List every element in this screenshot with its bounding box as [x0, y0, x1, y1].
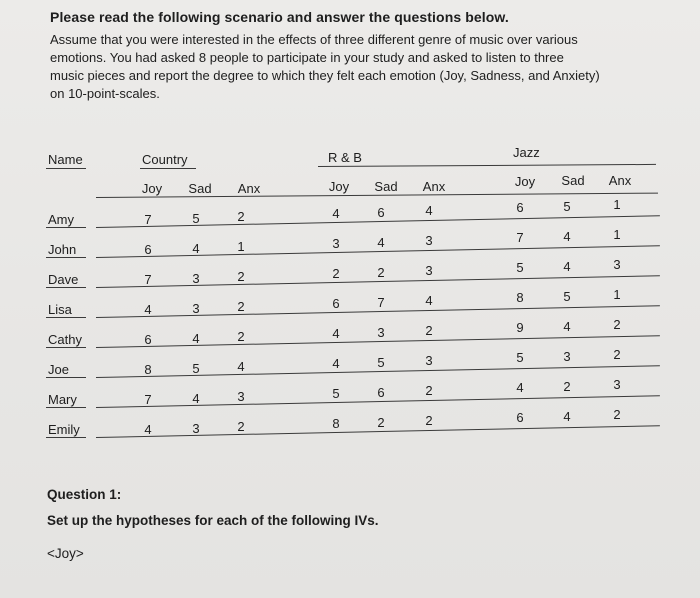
- table-cell: 4: [192, 240, 200, 256]
- row-name: John: [48, 242, 77, 257]
- table-cell: 3: [332, 236, 340, 252]
- row-name: Cathy: [48, 332, 82, 347]
- table-cell: 2: [237, 329, 245, 345]
- row-name: Dave: [48, 272, 79, 287]
- iv-label: <Joy>: [47, 546, 84, 561]
- page-heading: Please read the following scenario and answer the questions below.: [50, 9, 509, 25]
- table-cell: 7: [377, 294, 385, 310]
- table-cell: 3: [192, 420, 200, 436]
- scenario-line: Assume that you were interested in the effects of three different genre of music over various: [50, 32, 578, 47]
- sub-country-anx: Anx: [237, 181, 261, 196]
- table-cell: 5: [563, 198, 571, 214]
- table-cell: 2: [237, 269, 245, 285]
- row-name-rule: [46, 257, 86, 258]
- table-cell: 4: [332, 356, 340, 372]
- row-name: Amy: [48, 212, 74, 227]
- table-cell: 6: [516, 410, 524, 426]
- row-name-rule: [46, 347, 86, 348]
- table-cell: 4: [516, 380, 524, 396]
- table-cell: 2: [563, 378, 571, 394]
- scenario-line: music pieces and report the degree to which they felt each emotion (Joy, Sadness, and Anxiety): [50, 68, 600, 83]
- table-cell: 6: [377, 384, 385, 400]
- table-cell: 2: [377, 264, 385, 280]
- table-cell: 4: [563, 318, 571, 334]
- table-cell: 4: [237, 359, 245, 375]
- table-cell: 2: [613, 407, 621, 423]
- table-cell: 4: [332, 326, 340, 342]
- table-cell: 3: [425, 233, 433, 249]
- sub-rnb-sad: Sad: [374, 179, 398, 194]
- table-cell: 5: [516, 260, 524, 276]
- name-header: Name: [48, 152, 83, 167]
- row-name: Joe: [48, 362, 69, 377]
- row-name: Lisa: [48, 302, 72, 317]
- row-name-rule: [46, 437, 86, 438]
- table-cell: 5: [192, 360, 200, 376]
- table-cell: 1: [613, 227, 621, 243]
- table-cell: 5: [332, 386, 340, 402]
- table-cell: 7: [144, 272, 152, 288]
- genre-header-rule: [318, 164, 656, 167]
- question-text: Set up the hypotheses for each of the following IVs.: [47, 513, 379, 528]
- table-cell: 5: [563, 288, 571, 304]
- genre-header-country: Country: [142, 152, 188, 167]
- sub-country-sad: Sad: [188, 181, 212, 196]
- name-header-rule: [46, 168, 86, 169]
- table-cell: 6: [332, 296, 340, 312]
- sub-jazz-anx: Anx: [608, 173, 632, 188]
- table-cell: 8: [516, 290, 524, 306]
- row-name-rule: [46, 227, 86, 228]
- sub-jazz-sad: Sad: [561, 173, 585, 188]
- table-cell: 9: [516, 320, 524, 336]
- table-cell: 3: [192, 300, 200, 316]
- table-cell: 5: [516, 350, 524, 366]
- table-cell: 3: [613, 257, 621, 273]
- table-cell: 1: [613, 287, 621, 303]
- table-cell: 6: [144, 332, 152, 348]
- table-cell: 3: [377, 324, 385, 340]
- table-cell: 7: [144, 212, 152, 228]
- table-cell: 4: [563, 228, 571, 244]
- table-cell: 4: [425, 203, 433, 219]
- row-name-rule: [46, 407, 86, 408]
- table-cell: 2: [237, 419, 245, 435]
- table-cell: 4: [563, 258, 571, 274]
- table-cell: 3: [425, 353, 433, 369]
- table-cell: 2: [237, 209, 245, 225]
- table-cell: 2: [332, 266, 340, 282]
- table-cell: 4: [563, 408, 571, 424]
- row-name-rule: [46, 287, 86, 288]
- table-cell: 2: [425, 383, 433, 399]
- row-name-rule: [46, 317, 86, 318]
- table-cell: 2: [613, 317, 621, 333]
- table-cell: 4: [144, 302, 152, 318]
- table-cell: 7: [144, 392, 152, 408]
- table-cell: 3: [613, 377, 621, 393]
- table-cell: 2: [613, 347, 621, 363]
- table-cell: 2: [425, 413, 433, 429]
- table-cell: 8: [144, 362, 152, 378]
- table-cell: 6: [377, 204, 385, 220]
- table-cell: 4: [332, 206, 340, 222]
- scenario-paragraph: [50, 31, 660, 103]
- sub-country-joy: Joy: [141, 181, 163, 196]
- table-cell: 1: [237, 239, 245, 255]
- table-cell: 2: [377, 414, 385, 430]
- scenario-line: emotions. You had asked 8 people to participate in your study and asked to listen to three: [50, 50, 564, 65]
- genre-header-rnb: R & B: [328, 150, 362, 165]
- table-cell: 5: [192, 210, 200, 226]
- table-cell: 3: [237, 389, 245, 405]
- country-header-rule: [140, 168, 196, 169]
- sub-rnb-anx: Anx: [422, 179, 446, 194]
- table-cell: 2: [425, 323, 433, 339]
- table-cell: 6: [144, 242, 152, 258]
- table-cell: 4: [425, 293, 433, 309]
- table-cell: 4: [144, 422, 152, 438]
- table-cell: 4: [192, 330, 200, 346]
- table-cell: 1: [613, 197, 621, 213]
- table-cell: 8: [332, 416, 340, 432]
- table-cell: 5: [377, 354, 385, 370]
- table-cell: 3: [563, 348, 571, 364]
- table-cell: 3: [425, 263, 433, 279]
- table-cell: 3: [192, 270, 200, 286]
- row-name: Mary: [48, 392, 77, 407]
- table-cell: 4: [377, 234, 385, 250]
- genre-header-jazz: Jazz: [513, 145, 540, 160]
- table-cell: 2: [237, 299, 245, 315]
- table-cell: 4: [192, 390, 200, 406]
- table-cell: 7: [516, 230, 524, 246]
- scenario-line: on 10-point-scales.: [50, 86, 160, 101]
- row-name: Emily: [48, 422, 80, 437]
- sub-jazz-joy: Joy: [514, 174, 536, 189]
- row-name-rule: [46, 377, 86, 378]
- table-cell: 6: [516, 200, 524, 216]
- question-label: Question 1:: [47, 487, 122, 502]
- sub-rnb-joy: Joy: [328, 179, 350, 194]
